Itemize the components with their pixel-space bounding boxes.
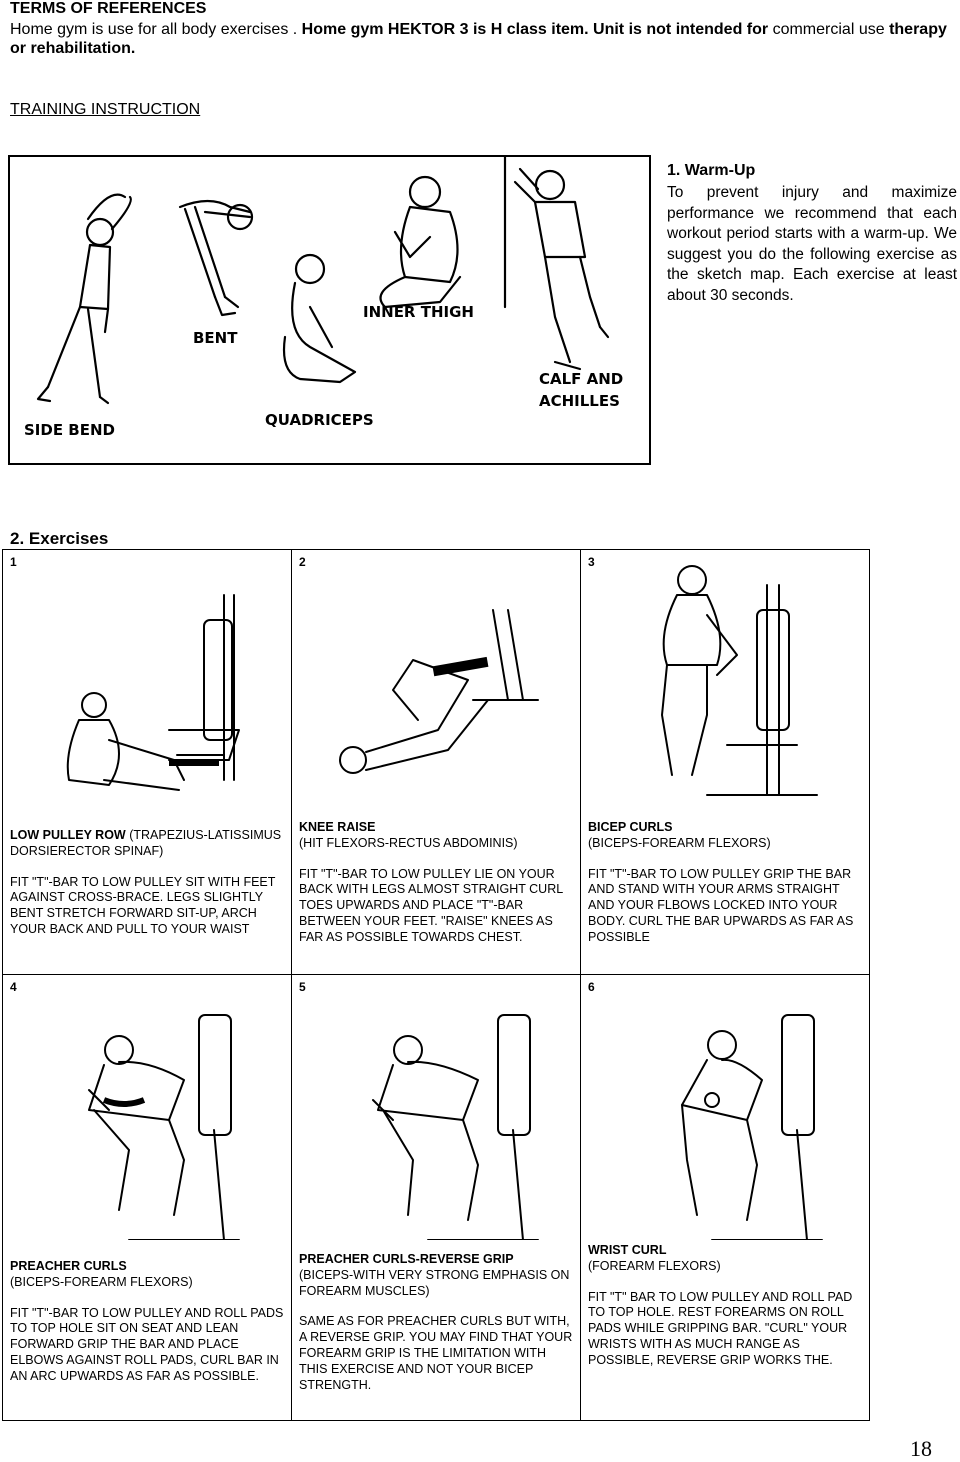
exercise-text-2 bbox=[299, 820, 574, 946]
label-achilles: ACHILLES bbox=[539, 392, 620, 410]
label-side-bend: SIDE BEND bbox=[24, 421, 115, 439]
exercise-subtitle: (BICEPS-FOREARM FLEXORS) bbox=[10, 1274, 193, 1289]
exercise-title: PREACHER CURLS bbox=[10, 1259, 127, 1273]
exercise-title: LOW PULLEY ROW bbox=[10, 828, 126, 842]
exercise-instructions: FIT "T" BAR TO LOW PULLEY AND ROLL PAD TO TOP HOLE. REST FOREARMS ON ROLL PADS WHILE GRIPPING BAR. "CURL" YOUR WRISTS WITH AS MUCH RANGE AS POSSIBLE, REVERSE GRIP WORKS THE. bbox=[588, 1289, 853, 1367]
exercise-number: 2 bbox=[299, 555, 306, 569]
exercise-illustration-2 bbox=[298, 580, 574, 810]
exercise-text-3 bbox=[588, 820, 863, 946]
exercise-number: 4 bbox=[10, 980, 17, 994]
exercise-subtitle: (BICEPS-WITH VERY STRONG EMPHASIS ON FOREARM MUSCLES) bbox=[299, 1267, 570, 1298]
exercise-cell-2 bbox=[292, 550, 581, 975]
terms-text-2: commercial use bbox=[772, 21, 885, 38]
label-calf: CALF AND bbox=[539, 370, 624, 388]
terms-text-1: Home gym is use for all body exercises . bbox=[10, 21, 298, 38]
page-number: 18 bbox=[910, 1436, 932, 1461]
exercise-subtitle: (BICEPS-FOREARM FLEXORS) bbox=[588, 835, 771, 850]
exercise-illustration-6 bbox=[587, 1000, 863, 1240]
warmup-illustration bbox=[8, 155, 651, 465]
warmup-text: To prevent injury and maximize performance we recommend that each workout period starts with a warm-up. We suggest you do the following exercise as the sketch map. Each exercise at least about 30 seconds. bbox=[667, 184, 957, 304]
label-inner-thigh: INNER THIGH bbox=[363, 303, 474, 321]
exercise-number: 1 bbox=[10, 555, 17, 569]
exercise-cell-4 bbox=[3, 975, 292, 1421]
warmup-sketch bbox=[10, 157, 649, 463]
exercises-grid bbox=[2, 549, 870, 1421]
exercise-number: 6 bbox=[588, 980, 595, 994]
exercise-text-6 bbox=[588, 1243, 863, 1369]
label-quadriceps: QUADRICEPS bbox=[265, 411, 374, 429]
exercise-cell-3 bbox=[581, 550, 870, 975]
label-bent: BENT bbox=[193, 329, 238, 347]
exercise-instructions: FIT "T"-BAR TO LOW PULLEY SIT WITH FEET AGAINST CROSS-BRACE. LEGS SLIGHTLY BENT STRETCH FORWARD SIT-UP, ARCH YOUR BACK AND PULL TO YOUR WAIST bbox=[10, 874, 276, 936]
exercise-title: WRIST CURL bbox=[588, 1243, 667, 1257]
exercise-title: BICEP CURLS bbox=[588, 820, 673, 834]
training-heading: TRAINING INSTRUCTION bbox=[10, 101, 201, 118]
terms-text-bold-1: Home gym HEKTOR 3 is H class item. Unit is not intended for bbox=[301, 21, 769, 38]
exercise-subtitle: (HIT FLEXORS-RECTUS ABDOMINIS) bbox=[299, 835, 518, 850]
exercise-instructions: FIT "T"-BAR TO LOW PULLEY AND ROLL PADS TO TOP HOLE SIT ON SEAT AND LEAN FORWARD GRIP THE BAR AND PLACE ELBOWS AGAINST ROLL PADS, CURL BAR IN AN ARC UPWARDS AS FAR AS POSSIBLE. bbox=[10, 1305, 284, 1383]
exercise-title: PREACHER CURLS-REVERSE GRIP bbox=[299, 1252, 514, 1266]
exercise-cell-6 bbox=[581, 975, 870, 1421]
exercise-text-4 bbox=[10, 1259, 285, 1385]
terms-paragraph bbox=[10, 20, 955, 58]
exercise-subtitle: (TRAPEZIUS-LATISSIMUS DORSIERECTOR SPINAF) bbox=[10, 828, 282, 858]
exercise-illustration-4 bbox=[9, 1000, 285, 1240]
exercise-subtitle: (FOREARM FLEXORS) bbox=[588, 1258, 721, 1273]
terms-text-bold-2: therapy or rehabilitation. bbox=[10, 21, 947, 57]
exercises-heading: 2. Exercises bbox=[10, 529, 109, 548]
exercise-cell-5 bbox=[292, 975, 581, 1421]
exercise-text-1 bbox=[10, 828, 285, 938]
exercise-cell-1 bbox=[3, 550, 292, 975]
exercise-title: KNEE RAISE bbox=[299, 820, 376, 834]
exercise-number: 3 bbox=[588, 555, 595, 569]
exercise-illustration-3 bbox=[587, 565, 863, 810]
exercise-instructions: FIT "T"-BAR TO LOW PULLEY GRIP THE BAR AND STAND WITH YOUR ARMS STRAIGHT AND YOUR FLBOWS LOCKED INTO YOUR BODY. CURL THE BAR UPWARDS AS FAR AS POSSIBLE bbox=[588, 866, 854, 944]
exercise-instructions: FIT "T"-BAR TO LOW PULLEY LIE ON YOUR BACK WITH LEGS ALMOST STRAIGHT CURL TOES UPWARDS AND PLACE "T"-BAR BETWEEN YOUR FEET. "RAISE" KNEES AS FAR AS POSSIBLE TOWARDS CHEST. bbox=[299, 866, 563, 944]
terms-heading: TERMS OF REFERENCES bbox=[10, 0, 207, 17]
exercise-number: 5 bbox=[299, 980, 306, 994]
exercise-instructions: SAME AS FOR PREACHER CURLS BUT WITH, A REVERSE GRIP. YOU MAY FIND THAT YOUR FOREARM GRIP IS THE LIMITATION WITH THIS EXERCISE AND NOT YOUR BICEP STRENGTH. bbox=[299, 1314, 573, 1392]
exercise-illustration-1 bbox=[9, 580, 285, 810]
warmup-title: 1. Warm-Up bbox=[667, 162, 756, 179]
exercise-illustration-5 bbox=[298, 1000, 574, 1240]
exercise-text-5 bbox=[299, 1252, 574, 1393]
